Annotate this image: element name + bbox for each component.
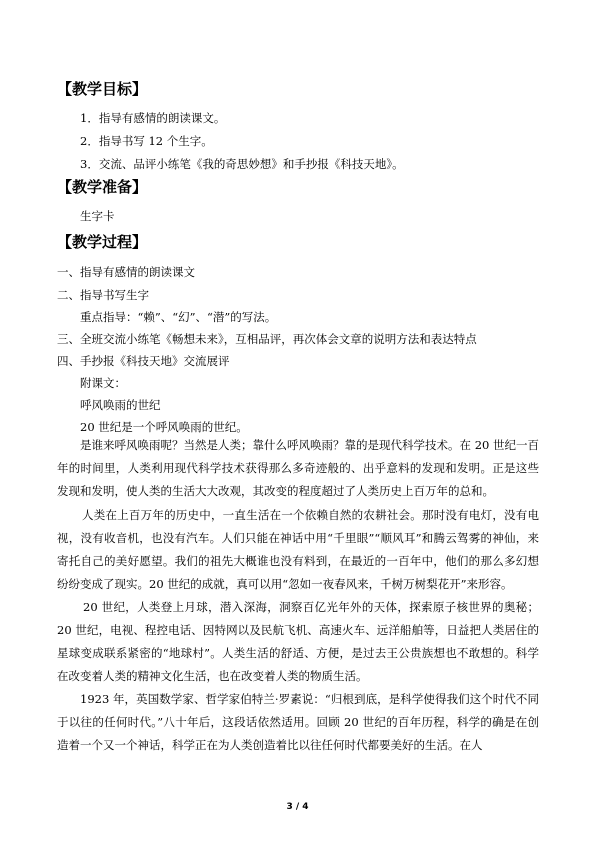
section-heading-prep: 【教学准备】 — [57, 178, 148, 196]
text-paragraph: 是谁来呼风唤雨呢？当然是人类；靠什么呼风唤雨？靠的是现代科学技术。在 20 世纪一百年的时间里，人类利用现代科学技术获得那么多奇迹般的、出乎意料的发现和发明。正是这些发现和发明，使人类的生活大大改观，其改变的程度超过了人类历史上百万年的总和。 — [57, 438, 539, 498]
goal-item: 2．指导书写 12 个生字。 — [80, 134, 213, 148]
process-note: 重点指导：“赖”、“幻”、“潜”的写法。 — [80, 310, 277, 324]
text-sentence: 20 世纪是一个呼风唤雨的世纪。 — [80, 420, 248, 434]
process-step: 四、手抄报《科技天地》交流展评 — [57, 354, 230, 368]
text-paragraph: 人类在上百万年的历史中，一直生活在一个依赖自然的农耕社会。那时没有电灯，没有电视，没有收音机，也没有汽车。人们只能在神话中用“千里眼”“顺风耳”和腾云驾雾的神仙，来寄托自己的美好愿望。我们的祖先大概谁也没有料到，在最近的一百年中，他们的那么多幻想纷纷变成了现实。20 世纪的成就，真可以用“忽如一夜春风来，千树万树梨花开”来形容。 — [57, 508, 539, 591]
section-heading-process: 【教学过程】 — [57, 233, 148, 251]
goal-item: 1．指导有感情的朗读课文。 — [80, 111, 226, 125]
text-title: 呼风唤雨的世纪 — [80, 398, 161, 412]
page-number: 3 / 4 — [286, 802, 309, 812]
text-paragraph: 1923 年，英国数学家、哲学家伯特兰·罗素说：“归根到底，是科学使得我们这个时代不同于以往的任何时代。”八十年后，这段话依然适用。回顾 20 世纪的百年历程，科学的确是在创造着一个又一个神话，科学正在为人类创造着比以往任何时代都要美好的生活。在人 — [57, 692, 539, 752]
text-paragraph: 20 世纪，人类登上月球，潜入深海，洞察百亿光年外的天体，探索原子核世界的奥秘；20 世纪，电视、程控电话、因特网以及民航飞机、高速火车、远洋船舶等，日益把人类居住的星球变成联系紧密的“地球村”。人类生活的舒适、方便，是过去王公贵族想也不敢想的。科学在改变着人类的精神文化生活，也在改变着人类的物质生活。 — [57, 600, 539, 683]
goal-item: 3．交流、品评小练笔《我的奇思妙想》和手抄报《科技天地》。 — [80, 157, 404, 171]
process-step: 一、指导有感情的朗读课文 — [57, 265, 195, 279]
process-step: 二、指导书写生字 — [57, 288, 149, 302]
appendix-label: 附课文： — [80, 376, 126, 390]
section-heading-goals: 【教学目标】 — [57, 80, 148, 98]
process-step: 三、全班交流小练笔《畅想未来》，互相品评，再次体会文章的说明方法和表达特点 — [57, 332, 477, 346]
prep-item: 生字卡 — [80, 209, 115, 223]
